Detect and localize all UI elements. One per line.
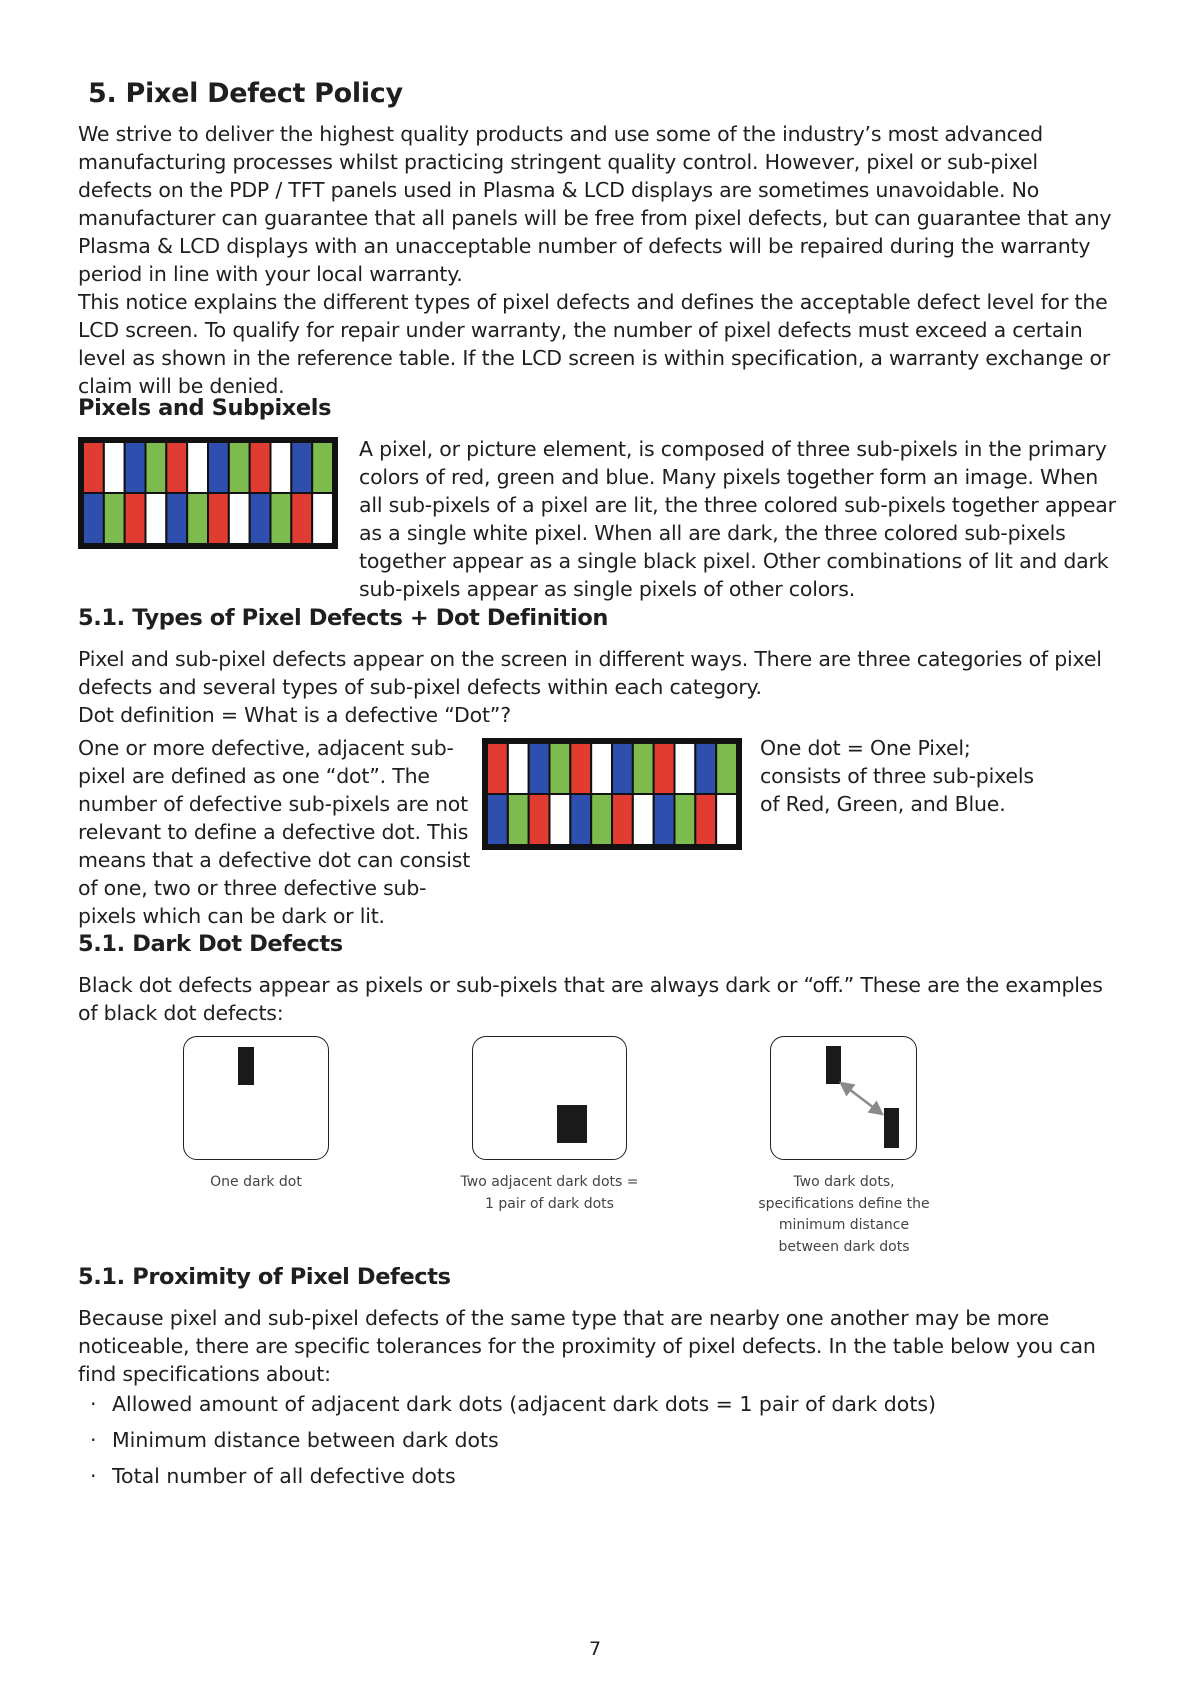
pixels-heading: Pixels and Subpixels [78,395,332,421]
intro-paragraph-2: This notice explains the different types of pixel defects and defines the acceptable defect level for the LCD screen. To qualify for repair under warranty, the number of pixel defects must exceed a certain level as shown in the reference table. If the LCD screen is within specification, a warranty exchange or claim will be denied. [78,290,1111,398]
subpixel-red [529,794,550,845]
subpixel-blue [487,794,508,845]
subpixel-green [550,743,571,794]
pixels-description: A pixel, or picture element, is composed of three sub-pixels in the primary colors of red, green and blue. Many pixels together form an image. When all sub-pixels of a pixel are lit, the three colored sub-pixels together appear as a single white pixel. When all are dark, the three colored sub-pixels together appear as a single black pixel. Other combinations of lit and dark sub-pixels appear as single pixels of other colors. [359,437,1116,601]
list-item: · Total number of all defective dots [78,1458,1118,1494]
subpixel-red [125,493,146,544]
subpixel-white [312,493,333,544]
proximity-heading: 5.1. Proximity of Pixel Defects [78,1264,451,1290]
bullet-icon: · [90,1464,97,1488]
subpixel-white [271,442,292,493]
subpixel-red [654,743,675,794]
caption-line: One dark dot [210,1174,302,1190]
dot-definition-line: Dot definition = What is a defective “Dot”? [78,703,511,727]
caption-line: Two adjacent dark dots = [460,1174,639,1190]
caption-line: minimum distance [778,1217,910,1233]
one-dark-dot-example [183,1036,329,1160]
subpixel-white [633,794,654,845]
subpixel-white [508,743,529,794]
dark-dot-heading: 5.1. Dark Dot Defects [78,931,343,957]
subpixel-green [591,794,612,845]
caption-one-dark-dot [173,1172,339,1194]
dark-dot-pair [557,1105,587,1143]
types-paragraph: Pixel and sub-pixel defects appear on the screen in different ways. There are three categories of pixel defects and several types of sub-pixel defects within each category. [78,647,1102,699]
subpixel-white [550,794,571,845]
subpixel-red [570,743,591,794]
caption-line: 1 pair of dark dots [485,1195,614,1212]
types-heading: 5.1. Types of Pixel Defects + Dot Definition [78,605,609,631]
subpixel-red [166,442,187,493]
caption-line: specifications define the [758,1195,930,1212]
subpixel-red [487,743,508,794]
subpixel-blue [529,743,550,794]
subpixel-white [187,442,208,493]
subpixel-blue [695,743,716,794]
subpixel-green [187,493,208,544]
caption-line: Two dark dots, [793,1174,895,1190]
subpixel-blue [612,743,633,794]
subpixel-white [104,442,125,493]
subpixel-green [271,493,292,544]
caption-two-adjacent-dark-dots [452,1172,647,1215]
subpixel-white [229,493,250,544]
subpixel-red [291,493,312,544]
page-number: 7 [588,1638,602,1660]
caption-two-dark-dots [754,1172,934,1258]
dark-dot [238,1047,254,1085]
subpixel-red [695,794,716,845]
dot-definition-right-text: One dot = One Pixel; consists of three sub-pixels of Red, Green, and Blue. [760,736,1034,816]
dot-definition-left-text: One or more defective, adjacent sub-pixel are defined as one “dot”. The number of defective sub-pixels are not relevant to define a defective dot. This means that a defective dot can consist of one, two or three defective sub-pixels which can be dark or lit. [78,736,471,928]
subpixel-green [104,493,125,544]
subpixel-green [312,442,333,493]
subpixel-white [716,794,737,845]
subpixel-green [146,442,167,493]
subpixel-grid-image [78,437,338,549]
subpixel-blue [291,442,312,493]
subpixel-green [229,442,250,493]
list-item: · Allowed amount of adjacent dark dots (adjacent dark dots = 1 pair of dark dots) [78,1386,1118,1422]
subpixel-blue [166,493,187,544]
subpixel-green [633,743,654,794]
subpixel-red [250,442,271,493]
two-adjacent-dark-dots-example [472,1036,627,1160]
subpixel-blue [83,493,104,544]
intro-section [78,120,1118,400]
caption-line: between dark dots [778,1238,910,1255]
subpixel-green [716,743,737,794]
dot-grid-svg [487,743,737,845]
subpixel-red [83,442,104,493]
dot-grid-image [482,738,742,850]
types-section [78,645,1118,729]
bullet-icon: · [90,1392,97,1416]
subpixel-blue [570,794,591,845]
subpixel-white [146,493,167,544]
subpixel-red [208,493,229,544]
subpixel-blue [208,442,229,493]
proximity-bullet-list [78,1386,1118,1494]
bullet-icon: · [90,1428,97,1452]
list-item: · Minimum distance between dark dots [78,1422,1118,1458]
subpixel-blue [250,493,271,544]
page-title: 5. Pixel Defect Policy [88,78,403,109]
distance-arrow-icon [771,1037,918,1161]
subpixel-white [675,743,696,794]
dark-dot-paragraph: Black dot defects appear as pixels or sub-pixels that are always dark or “off.” These are the examples of black dot defects: [78,973,1103,1025]
intro-paragraph-1: We strive to deliver the highest quality products and use some of the industry’s most advanced manufacturing processes whilst practicing stringent quality control. However, pixel or sub-pixel defects on the PDP / TFT panels used in Plasma & LCD displays are sometimes unavoidable. No manufacturer can guarantee that all panels will be free from pixel defects, but can guarantee that any Plasma & LCD displays with an unacceptable number of defects will be repaired during the warranty period in line with your local warranty. [78,122,1112,286]
subpixel-green [508,794,529,845]
proximity-paragraph: Because pixel and sub-pixel defects of the same type that are nearby one another may be more noticeable, there are specific tolerances for the proximity of pixel defects. In the table below you can find specifications about: [78,1306,1096,1386]
subpixel-blue [125,442,146,493]
subpixel-blue [654,794,675,845]
two-dark-dots-distance-example [770,1036,917,1160]
subpixel-white [591,743,612,794]
subpixel-red [612,794,633,845]
subpixel-grid-svg [83,442,333,544]
subpixel-green [675,794,696,845]
